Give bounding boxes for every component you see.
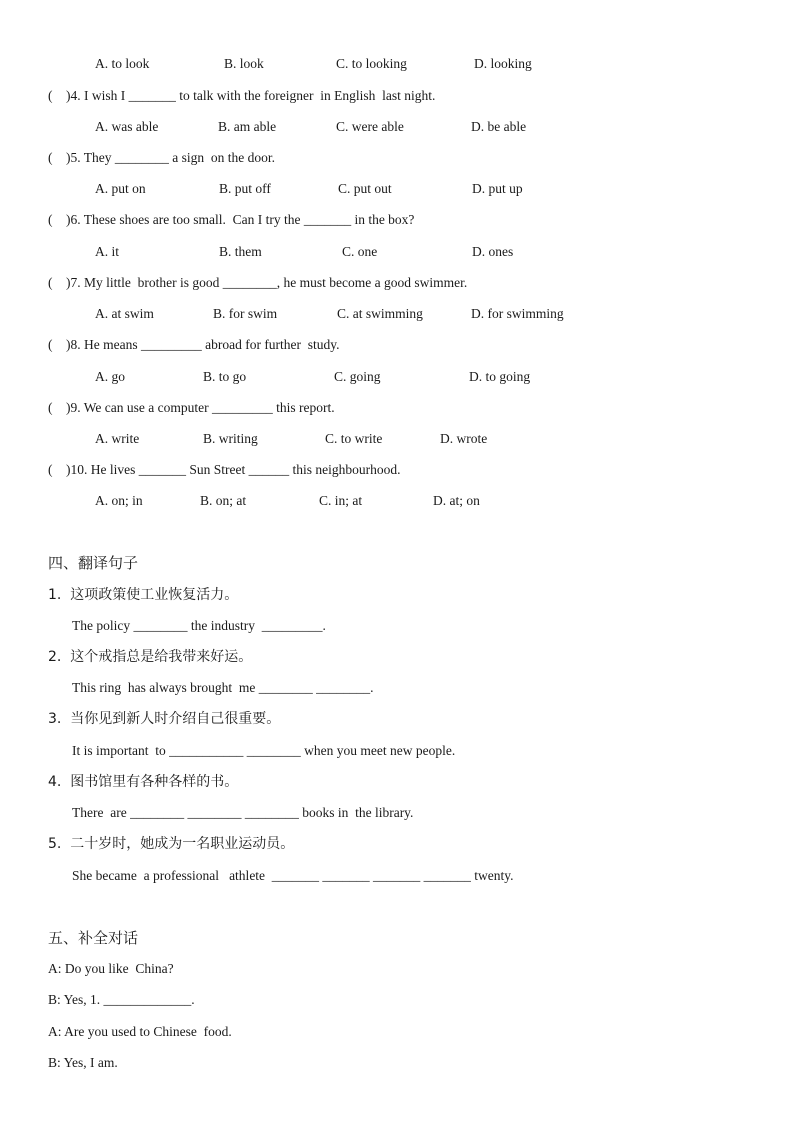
translation-answer-3: It is important to ___________ ________ when you meet new people. bbox=[72, 743, 456, 758]
option-a: A. on; in bbox=[95, 493, 143, 508]
option-d: D. put up bbox=[472, 181, 523, 196]
option-c: C. put out bbox=[338, 181, 392, 196]
question-7: ( )7. My little brother is good ________, he must become a good swimmer. bbox=[48, 275, 468, 290]
option-d: D. be able bbox=[471, 119, 527, 134]
translation-answer-2: This ring has always brought me ________ ________. bbox=[72, 680, 374, 695]
section-5-title: 五、补全对话 bbox=[48, 929, 139, 947]
option-d: D. wrote bbox=[440, 431, 488, 446]
option-b: B. put off bbox=[219, 181, 271, 196]
question-10: ( )10. He lives _______ Sun Street ______ this neighbourhood. bbox=[48, 462, 401, 477]
option-b: B. them bbox=[219, 244, 262, 259]
option-d: D. at; on bbox=[433, 493, 480, 508]
option-a: A. it bbox=[95, 244, 120, 259]
option-a: A. was able bbox=[95, 119, 159, 134]
question-5: ( )5. They ________ a sign on the door. bbox=[48, 150, 275, 165]
option-d: D. to going bbox=[469, 369, 531, 384]
option-a: A. to look bbox=[95, 56, 150, 71]
question-8: ( )8. He means _________ abroad for further study. bbox=[48, 337, 340, 352]
option-b: B. on; at bbox=[200, 493, 247, 508]
option-a: A. write bbox=[95, 431, 140, 446]
question-9: ( )9. We can use a computer _________ this report. bbox=[48, 400, 335, 415]
translation-prompt-3: 3. 当你见到新人时介绍自己很重要。 bbox=[48, 711, 281, 727]
dialogue-line-3: A: Are you used to Chinese food. bbox=[48, 1024, 232, 1039]
dialogue-line-1: A: Do you like China? bbox=[48, 961, 174, 976]
option-b: B. look bbox=[224, 56, 264, 71]
translation-prompt-1: 1. 这项政策使工业恢复活力。 bbox=[48, 587, 239, 603]
translation-answer-4: There are ________ ________ ________ books in the library. bbox=[72, 805, 414, 820]
dialogue-line-4: B: Yes, I am. bbox=[48, 1055, 118, 1070]
translation-prompt-2: 2. 这个戒指总是给我带来好运。 bbox=[48, 649, 253, 665]
option-d: D. for swimming bbox=[471, 306, 564, 321]
option-c: C. going bbox=[334, 369, 381, 384]
translation-answer-1: The policy ________ the industry _________. bbox=[72, 618, 326, 633]
section-4-title: 四、翻译句子 bbox=[48, 554, 139, 572]
option-b: B. to go bbox=[203, 369, 247, 384]
question-6: ( )6. These shoes are too small. Can I try the _______ in the box? bbox=[48, 212, 415, 227]
option-b: B. am able bbox=[218, 119, 277, 134]
option-a: A. put on bbox=[95, 181, 146, 196]
dialogue-line-2: B: Yes, 1. _____________. bbox=[48, 992, 195, 1007]
option-b: B. for swim bbox=[213, 306, 278, 321]
option-c: C. one bbox=[342, 244, 378, 259]
option-c: C. to looking bbox=[336, 56, 407, 71]
option-c: C. at swimming bbox=[337, 306, 423, 321]
question-4: ( )4. I wish I _______ to talk with the foreigner in English last night. bbox=[48, 88, 436, 103]
option-c: C. to write bbox=[325, 431, 383, 446]
option-b: B. writing bbox=[203, 431, 258, 446]
option-a: A. at swim bbox=[95, 306, 154, 321]
option-a: A. go bbox=[95, 369, 125, 384]
option-d: D. looking bbox=[474, 56, 532, 71]
translation-prompt-5: 5. 二十岁时，她成为一名职业运动员。 bbox=[48, 836, 295, 852]
translation-prompt-4: 4. 图书馆里有各种各样的书。 bbox=[48, 774, 239, 790]
option-c: C. were able bbox=[336, 119, 404, 134]
option-c: C. in; at bbox=[319, 493, 363, 508]
option-d: D. ones bbox=[472, 244, 514, 259]
translation-answer-5: She became a professional athlete _______ _______ _______ _______ twenty. bbox=[72, 868, 514, 883]
